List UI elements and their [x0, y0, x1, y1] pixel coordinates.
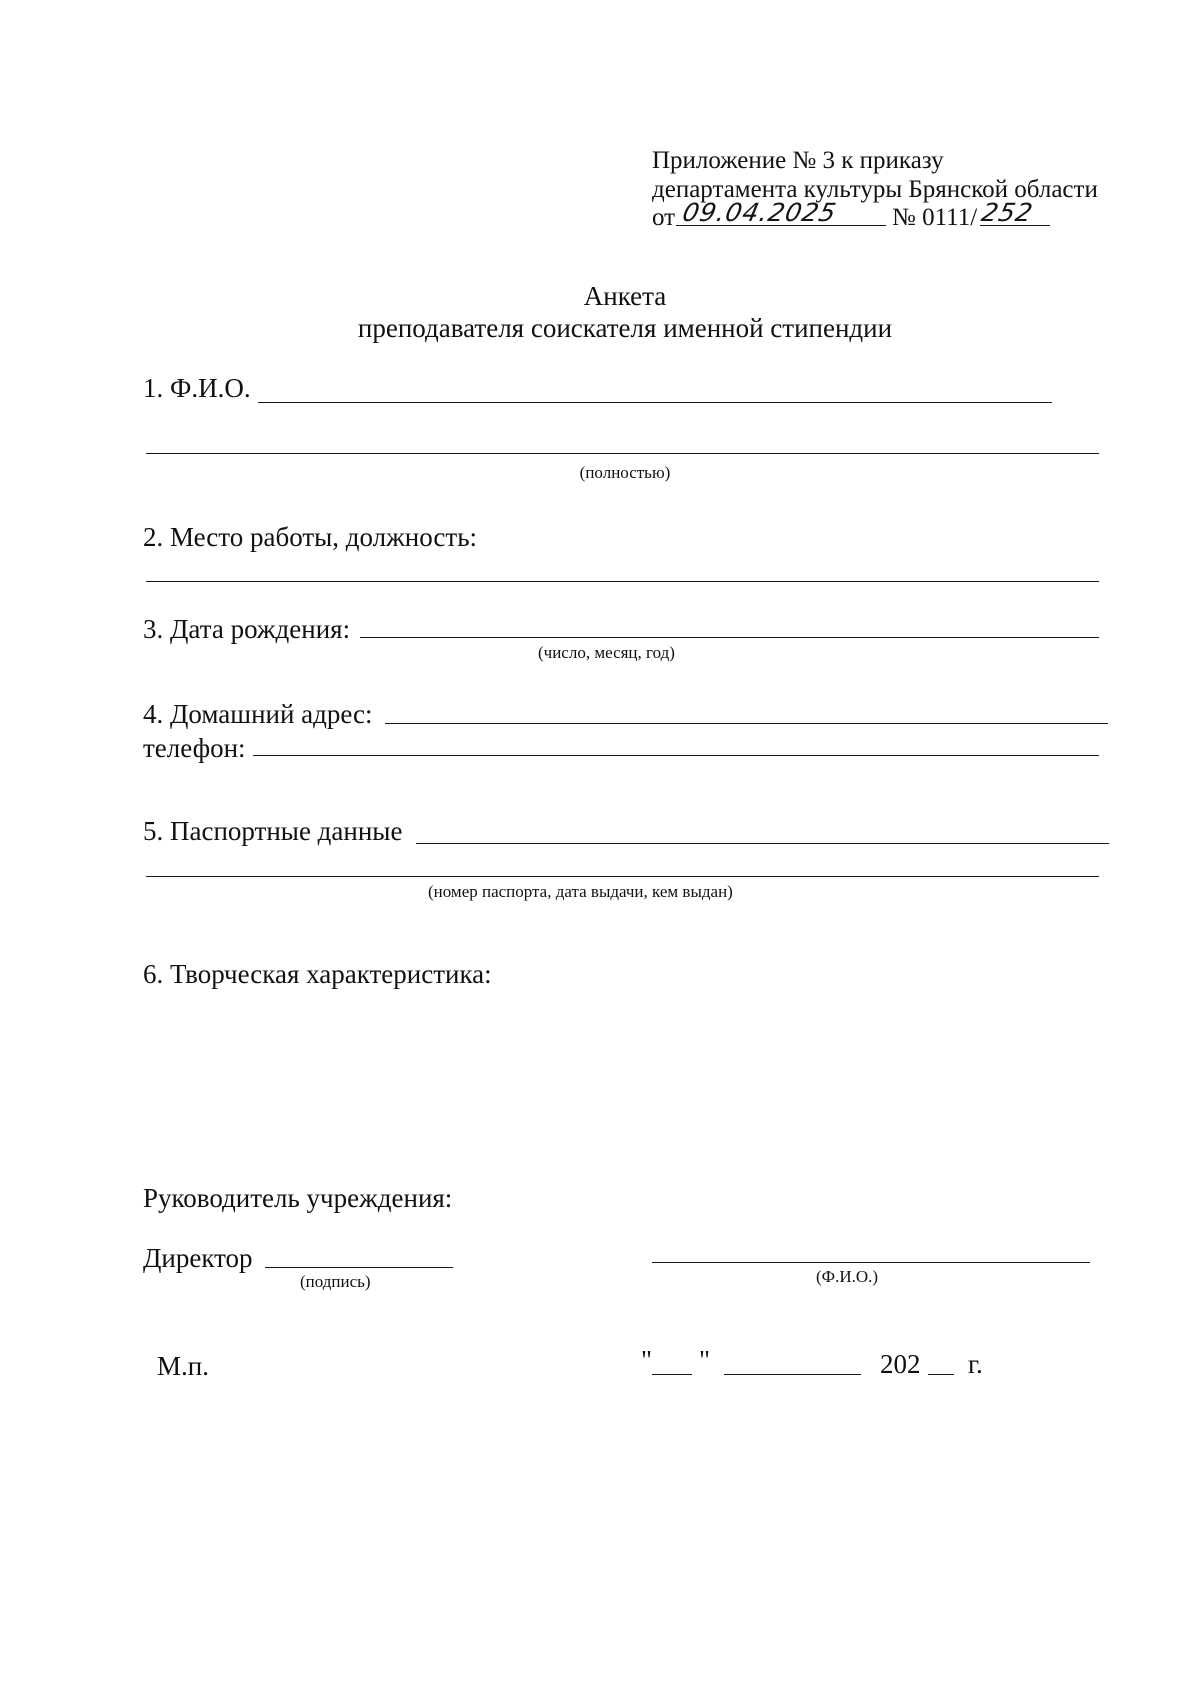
signature-caption: (подпись): [300, 1272, 371, 1291]
date-year-suffix: г.: [968, 1349, 983, 1379]
date-year-line[interactable]: [928, 1374, 954, 1375]
work-input-line[interactable]: [146, 581, 1099, 582]
appendix-number-prefix: № 0111/: [892, 204, 978, 231]
birth-input-line[interactable]: [360, 637, 1099, 638]
passport-label: 5. Паспортные данные: [143, 816, 403, 846]
creative-label: 6. Творческая характеристика:: [143, 959, 492, 989]
date-year-prefix: 202: [880, 1349, 921, 1379]
appendix-date-handwritten: 09.04.2025: [680, 198, 840, 227]
appendix-line-1: Приложение № 3 к приказу: [652, 147, 944, 174]
director-fio-input-line[interactable]: [652, 1262, 1090, 1263]
director-fio-caption: (Ф.И.О.): [816, 1267, 879, 1286]
birth-caption: (число, месяц, год): [538, 643, 675, 662]
date-quote-close: ": [699, 1345, 711, 1375]
appendix-date-prefix: от: [652, 204, 676, 231]
signature-input-line[interactable]: [265, 1267, 453, 1268]
stamp-label: М.п.: [157, 1351, 209, 1381]
fio-input-line-2[interactable]: [146, 453, 1099, 454]
phone-input-line[interactable]: [253, 755, 1099, 756]
passport-input-line-2[interactable]: [146, 876, 1099, 877]
form-title: Анкета: [583, 281, 667, 311]
birth-label: 3. Дата рождения:: [143, 614, 351, 644]
appendix-number-handwritten: 252: [979, 198, 1036, 227]
passport-caption: (номер паспорта, дата выдачи, кем выдан): [428, 882, 733, 901]
fio-caption: (полностью): [579, 463, 671, 482]
date-quote-open: ": [641, 1345, 653, 1375]
date-month-line[interactable]: [724, 1374, 861, 1375]
date-day-line[interactable]: [652, 1374, 692, 1375]
work-label: 2. Место работы, должность:: [143, 522, 478, 552]
phone-label: телефон:: [143, 733, 246, 763]
address-input-line[interactable]: [385, 723, 1108, 724]
head-label: Руководитель учреждения:: [143, 1183, 453, 1213]
director-label: Директор: [143, 1243, 253, 1273]
form-subtitle: преподавателя соискателя именной стипендии: [357, 313, 893, 343]
fio-label: 1. Ф.И.О.: [143, 373, 251, 403]
address-label: 4. Домашний адрес:: [143, 699, 373, 729]
appendix-line-2: департамента культуры Брянской области: [652, 176, 1098, 203]
fio-input-line-1[interactable]: [258, 402, 1052, 403]
passport-input-line-1[interactable]: [416, 843, 1109, 844]
